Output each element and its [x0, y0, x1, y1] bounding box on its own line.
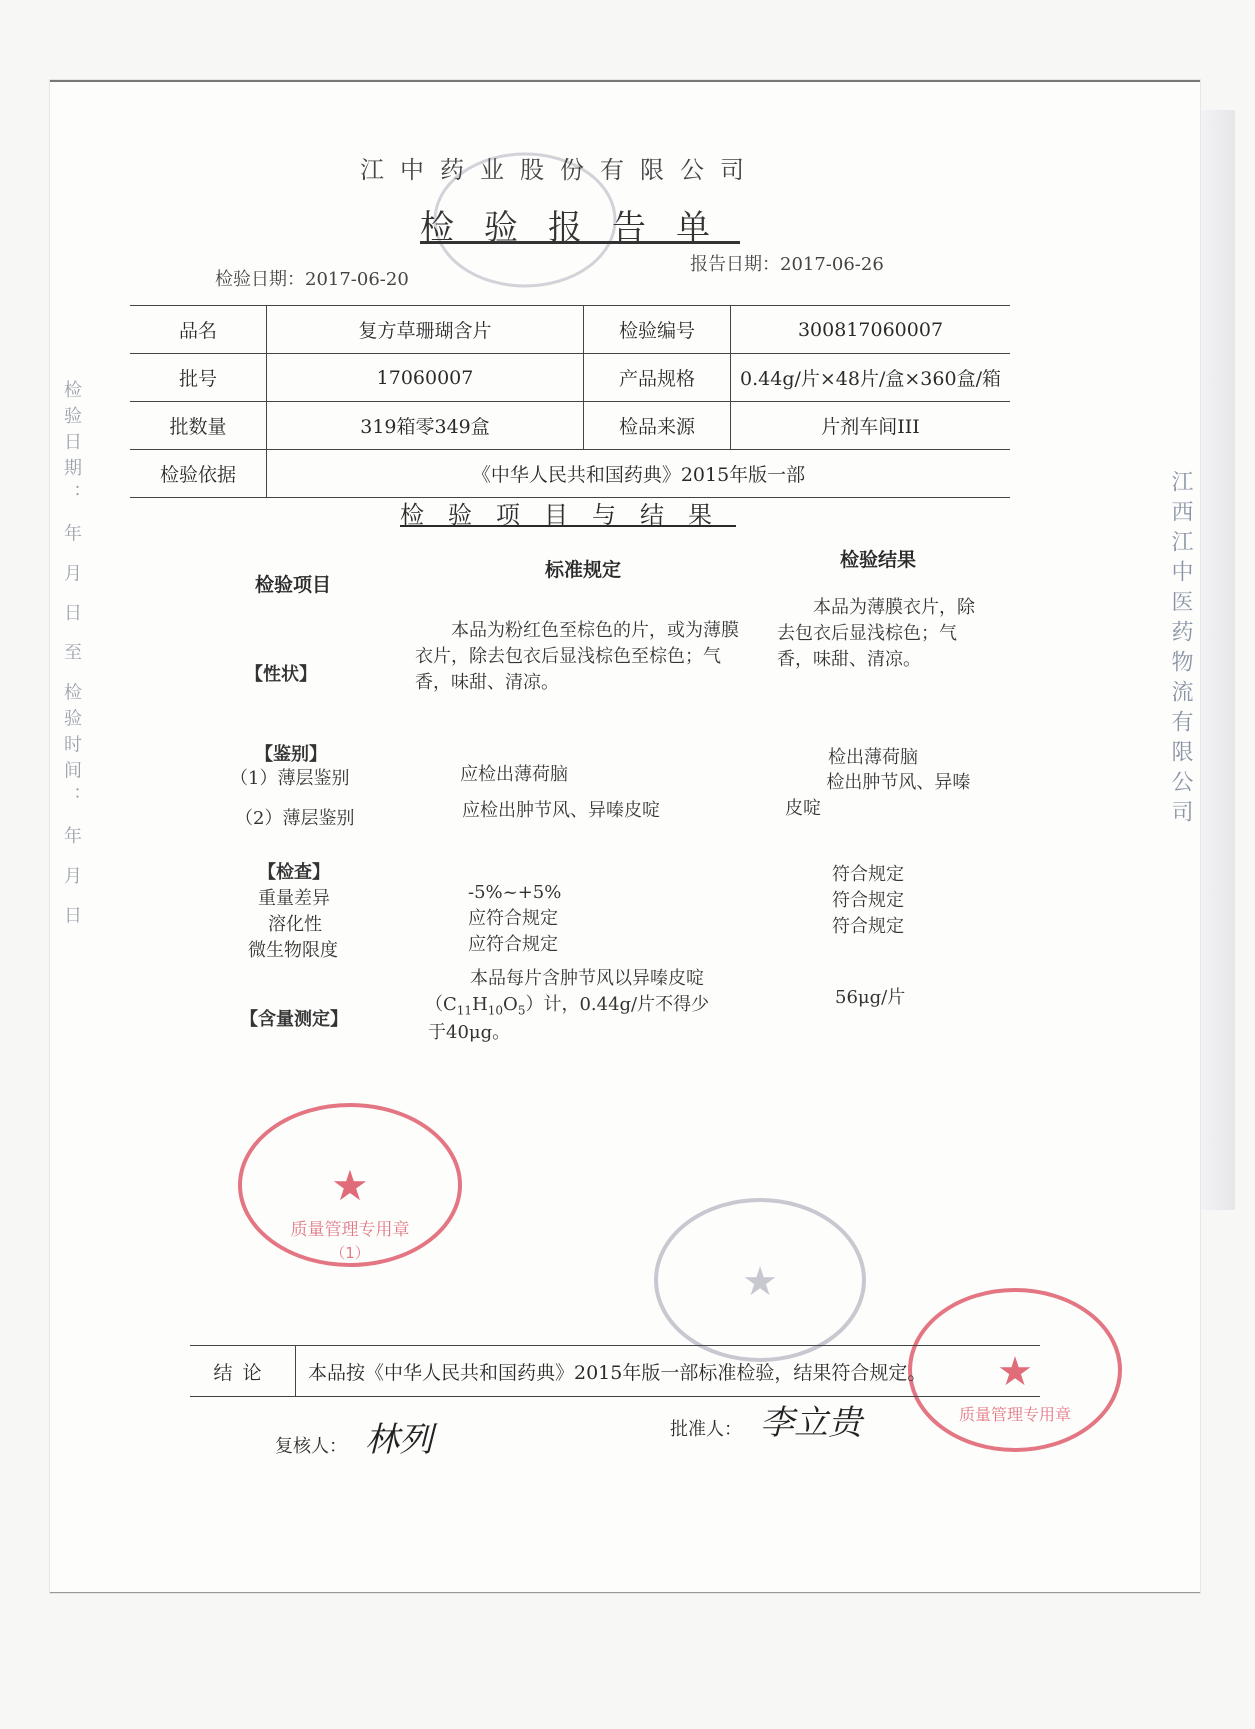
checks-res1: 符合规定	[832, 864, 904, 885]
inspection-date: 检验日期：2017-06-20	[215, 269, 409, 290]
table-row	[130, 354, 1010, 402]
checks-std3: 应符合规定	[468, 934, 558, 955]
approver-signature: 李立贵	[760, 1403, 862, 1443]
spec-value: 0.44g/片×48片/盒×360盒/箱	[731, 354, 1011, 402]
info-table	[130, 305, 1010, 498]
identification-res2: 检出肿节风、异嗪皮啶	[785, 772, 971, 819]
conclusion-row	[190, 1345, 1040, 1397]
conclusion-text: 本品按《中华人民共和国药典》2015年版一部标准检验，结果符合规定。	[308, 1361, 927, 1384]
appearance-item: 【性状】	[245, 664, 317, 685]
quality-stamp-left	[235, 1100, 465, 1270]
stamp3-bottom-text: 质量管理专用章	[958, 1405, 1072, 1424]
checks-sub1: 重量差异	[258, 888, 330, 909]
product-name-label: 品名	[130, 306, 267, 354]
inspection-no-label: 检验编号	[584, 306, 731, 354]
report-title: 检验报告单	[420, 208, 740, 248]
inspection-no-value: 300817060007	[731, 306, 1011, 354]
right-binding-strip	[1195, 110, 1235, 1210]
approver-label: 批准人：	[670, 1419, 742, 1440]
checks-res3: 符合规定	[832, 916, 904, 937]
identification-sub2: （2）薄层鉴别	[235, 808, 355, 829]
identification-item: 【鉴别】	[255, 744, 327, 765]
source-value: 片剂车间III	[731, 402, 1011, 450]
assay-item: 【含量测定】	[240, 1009, 348, 1030]
report-date: 报告日期：2017-06-26	[690, 254, 884, 275]
stamp3-star: ★	[997, 1349, 1033, 1395]
basis-value: 《中华人民共和国药典》2015年版一部	[267, 450, 1011, 498]
col-header-item: 检验项目	[255, 574, 332, 596]
identification-res1: 检出薄荷脑	[828, 747, 918, 768]
reviewer-signature: 林列	[365, 1420, 433, 1460]
appearance-standard: 本品为粉红色至棕色的片，或为薄膜衣片，除去包衣后显浅棕色至棕色；气香，味甜、清凉。	[415, 620, 739, 693]
identification-sub1: （1）薄层鉴别	[230, 768, 350, 789]
assay-std-line1: 本品每片含肿节风以异嗪皮啶	[470, 968, 704, 989]
appearance-result: 本品为薄膜衣片，除去包衣后显浅棕色；气香，味甜、清凉。	[777, 597, 975, 670]
spec-label: 产品规格	[584, 354, 731, 402]
batch-qty-value: 319箱零349盒	[267, 402, 584, 450]
conclusion-label: 结论	[190, 1346, 296, 1396]
right-margin-text: 江西江中医药物流有限公司	[1168, 470, 1193, 830]
table-row	[130, 306, 1010, 354]
identification-std1: 应检出薄荷脑	[460, 764, 568, 785]
checks-item: 【检查】	[258, 862, 330, 883]
source-label: 检品来源	[584, 402, 731, 450]
stamp1-bottom-text: 质量管理专用章	[290, 1220, 410, 1240]
checks-std2: 应符合规定	[468, 908, 558, 929]
checks-res2: 符合规定	[832, 890, 904, 911]
results-section-title: 检验项目与结果	[400, 501, 736, 529]
col-header-standard: 标准规定	[545, 559, 622, 581]
checks-sub2: 溶化性	[268, 914, 322, 935]
basis-label: 检验依据	[130, 450, 267, 498]
identification-std2: 应检出肿节风、异嗪皮啶	[462, 800, 660, 821]
table-row	[130, 450, 1010, 498]
left-margin-text: 检验日期： 年 月 日 至 检验时间： 年 月 日	[61, 380, 82, 932]
table-row	[130, 402, 1010, 450]
assay-std-line2: $(C_{11}H_{10}O_5)$计，0.44g/片不得少	[425, 994, 710, 1018]
stamp1-number: （1）	[330, 1244, 370, 1262]
stamp2-star: ★	[742, 1259, 778, 1305]
stamp1-star: ★	[331, 1161, 369, 1210]
batch-no-value: 17060007	[267, 354, 584, 402]
batch-qty-label: 批数量	[130, 402, 267, 450]
assay-std-line3: 于40μg。	[428, 1022, 511, 1043]
col-header-result: 检验结果	[840, 549, 917, 571]
batch-no-label: 批号	[130, 354, 267, 402]
checks-std1: -5%~+5%	[468, 882, 562, 903]
product-name-value: 复方草珊瑚含片	[267, 306, 584, 354]
company-name: 江中药业股份有限公司	[360, 156, 760, 184]
reviewer-label: 复核人：	[275, 1436, 347, 1457]
assay-result: 56μg/片	[835, 987, 906, 1008]
checks-sub3: 微生物限度	[248, 940, 338, 961]
ghost-stamp-middle	[650, 1195, 870, 1365]
